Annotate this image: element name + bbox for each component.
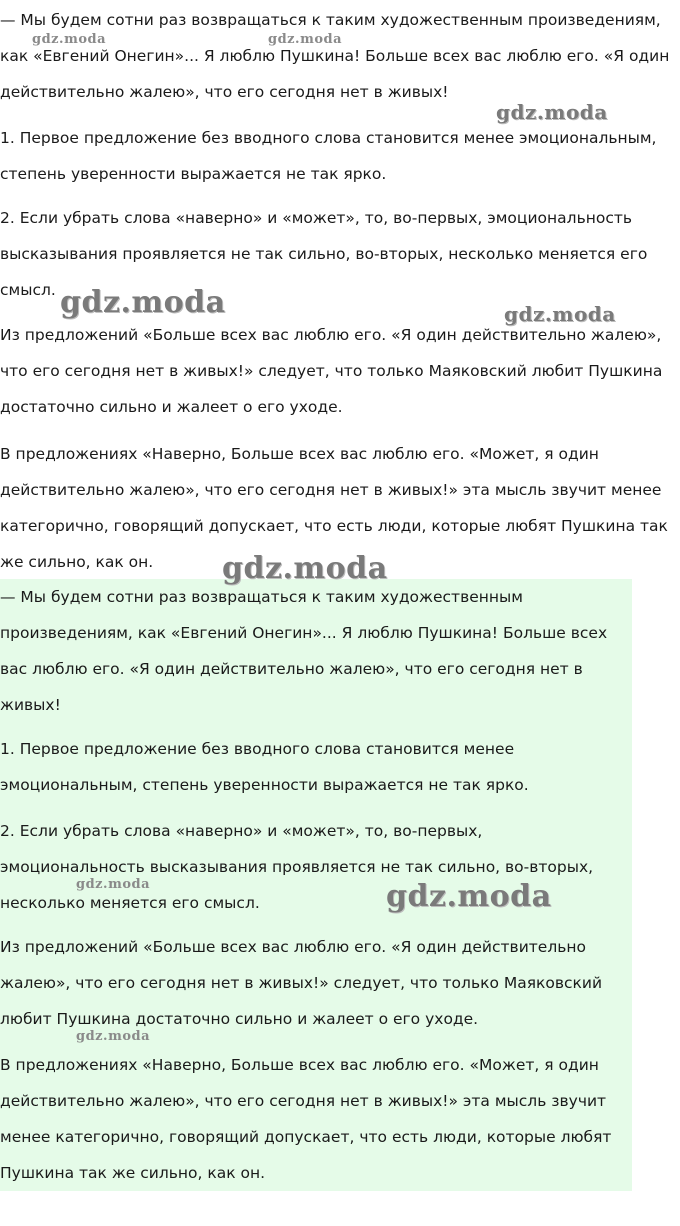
answer-intro-text: — Мы будем сотни раз возвращаться к таким художественным произведениям, как «Евгений Онегин»... Я люблю Пушкина! Больше всех вас люблю его. «Я один действительно жалею», что его сегодня нет в живых!: [0, 11, 670, 101]
answer-conclusion-2: В предложениях «Наверно, Больше всех вас люблю его. «Может, я один действительно жалею», что его сегодня нет в живых!» эта мысль звучит менее категорично, говорящий допускает, что есть люди, которые любят Пушкина так же сильно, как он.: [0, 445, 668, 571]
watermark-logo: gdz.moda: [386, 879, 552, 914]
watermark-logo: gdz.moda: [504, 302, 616, 326]
watermark-logo: gdz.moda: [76, 1029, 151, 1044]
answer-point-2: 2. Если убрать слова «наверно» и «может», то, во-первых, эмоциональность высказывания проявляется не так сильно, во-вторых, несколько меняется его смысл.: [0, 209, 648, 299]
answer-point-2: 2. Если убрать слова «наверно» и «может», то, во-первых, эмоциональность высказывания проявляется не так сильно, во-вторых, несколько меняется его смысл.: [0, 822, 594, 912]
answer-intro-text: — Мы будем сотни раз возвращаться к таким художественным произведениям, как «Евгений Онегин»... Я люблю Пушкина! Больше всех вас люблю его. «Я один действительно жалею», что его сегодня нет в живых!: [0, 588, 608, 714]
watermark-logo: gdz.moda: [222, 551, 388, 586]
answer-conclusion-2: В предложениях «Наверно, Больше всех вас люблю его. «Может, я один действительно жалею», что его сегодня нет в живых!» эта мысль звучит менее категорично, говорящий допускает, что есть люди, которые любят Пушкина так же сильно, как он.: [0, 1056, 612, 1182]
answer-conclusion-1: Из предложений «Больше всех вас люблю его. «Я один действительно жалею», что его сегодня нет в живых!» следует, что только Маяковский любит Пушкина достаточно сильно и жалеет о его уходе.: [0, 326, 663, 416]
watermark-logo: gdz.moda: [60, 285, 226, 320]
watermark-logo: gdz.moda: [76, 877, 151, 892]
second-answer-block: [0, 579, 632, 1191]
answer-point-1: 1. Первое предложение без вводного слова становится менее эмоциональным, степень уверенности выражается не так ярко.: [0, 129, 657, 183]
watermark-logo: gdz.moda: [496, 100, 608, 124]
watermark-logo: gdz.moda: [32, 32, 107, 47]
watermark-logo: gdz.moda: [268, 32, 343, 47]
answer-conclusion-1: Из предложений «Больше всех вас люблю его. «Я один действительно жалею», что его сегодня нет в живых!» следует, что только Маяковский любит Пушкина достаточно сильно и жалеет о его уходе.: [0, 938, 603, 1028]
answer-point-1: 1. Первое предложение без вводного слова становится менее эмоциональным, степень уверенности выражается не так ярко.: [0, 740, 529, 794]
